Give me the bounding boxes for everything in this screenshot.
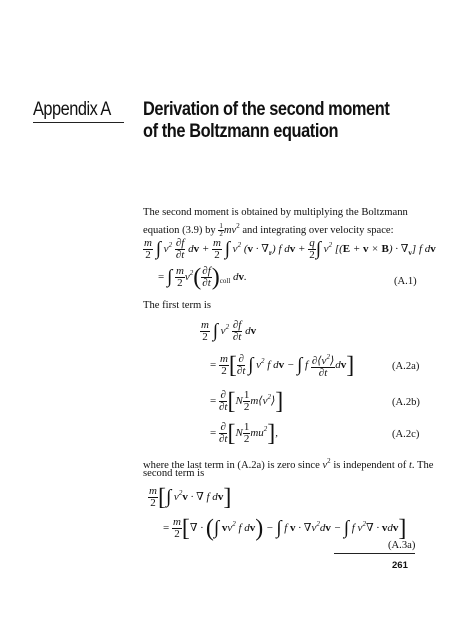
equation-number-a2a: (A.2a) (392, 361, 420, 372)
title-line-2: of the Boltzmann equation (143, 120, 339, 142)
equation-a2-lhs: $\frac{m}{2}$ ∫ $v^2$ $\frac{\partial f}{\partial t}$ dv (201, 319, 257, 343)
equation-number-a2c: (A.2c) (392, 429, 420, 440)
intro-line-2-a: equation (3.9) by (143, 225, 216, 236)
footer-rule (334, 553, 415, 554)
intro-line-1: The second moment is obtained by multiplying the Boltzmann (143, 207, 408, 218)
title-line-1: Derivation of the second moment (143, 98, 390, 120)
equation-a2a: = $\frac{m}{2}$ [ $\frac{\partial}{\partial t}$ ∫ $v^2$ f dv − ∫ f $\frac{\partial⟨v^2⟩}{\partial t}$ dv] (210, 352, 355, 379)
where-line-1: where the last term in (A.2a) is zero since $v^2$ is independent of t. The (143, 457, 434, 471)
intro-line-2-b: and integrating over velocity space: (242, 225, 394, 236)
equation-a3a: = $\frac{m}{2}$ [∇ · (∫ $vv^2$ f dv) − ∫ f $v \cdot \nabla v^2dv$ − ∫ f $v^2\nabla \cdot vdv$] (163, 515, 407, 542)
chapter-title (143, 98, 389, 142)
equation-a2c: = $\frac{\partial}{\partial t}$ [N $\frac{1}{2}$ $mu^2$], (210, 420, 279, 447)
page-number: 261 (392, 560, 408, 571)
appendix-label: Appendix A (33, 98, 111, 120)
equation-number-a2b: (A.2b) (392, 397, 420, 408)
equation-a1-line1: $\frac{m}{2}$ ∫ $v^2$ $\frac{\partial f}{\partial t}$ dv + $\frac{m}{2}$ ∫ $v^2$ $(v \cdot \nabla_r)$ f dv + $\frac{q}{2}$ ∫ $v^2$ $[(E + v \times B) \cdot \nabla_v]$ f dv (144, 237, 436, 261)
where-line-1-b: is independent of (333, 460, 407, 471)
equation-number-a1: (A.1) (394, 276, 417, 287)
equation-number-a3a: (A.3a) (388, 540, 416, 551)
first-term-text: The first term is (143, 300, 211, 311)
equation-a3-lhs: $\frac{m}{2}$ [∫ $v^2v$ · ∇ f dv] (149, 484, 232, 511)
equation-a1-line2: = ∫ $\frac{m}{2}$ $v^2$( $\frac{\partial f}{\partial t}$ )$_{coll}$ dv. (158, 264, 247, 291)
where-line-1-a: where the last term in (A.2a) is zero since (143, 460, 320, 471)
heading-rule (33, 122, 124, 123)
equation-a2b: = $\frac{\partial}{\partial t}$ [N $\frac{1}{2}$ $m⟨v^2⟩$] (210, 388, 284, 415)
where-line-2: second term is (143, 468, 205, 479)
intro-line-2: equation (3.9) by $\frac{1}{2}$ $mv^2$ and integrating over velocity space: (143, 222, 394, 239)
